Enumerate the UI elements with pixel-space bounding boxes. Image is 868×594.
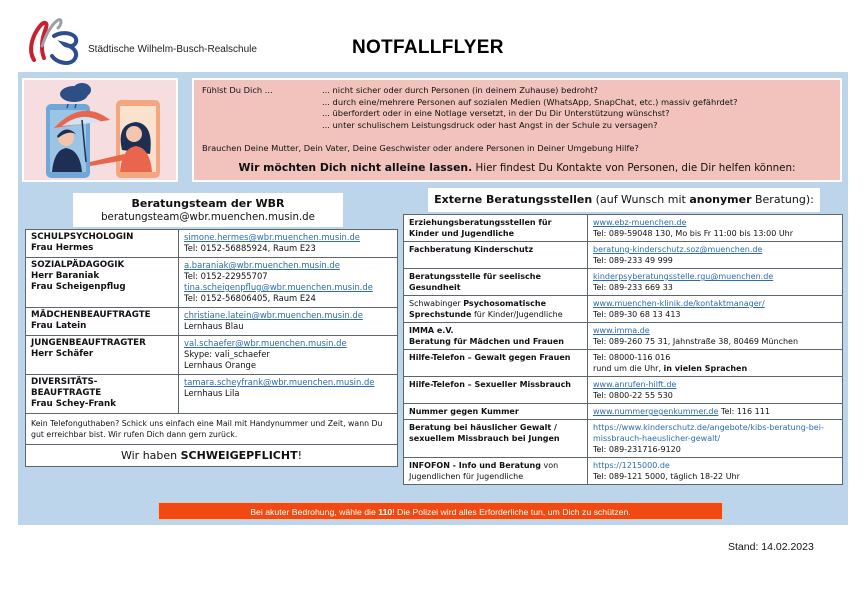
contact-email-link[interactable]: a.baraniak@wbr.muenchen.musin.de [184,260,340,270]
organization-cell [404,420,588,458]
no-credit-row [26,414,398,445]
intro-lines [322,85,738,131]
organization-name-part: Beratungsstelle für seelische Gesundheit [409,272,541,292]
internal-contact-row [26,258,398,308]
organization-link[interactable]: www.imma.de [593,326,650,335]
detail-line [593,298,838,309]
organization-details-cell [588,323,843,350]
external-title-end: Beratung): [751,193,814,206]
external-contact-row [404,458,843,485]
organization-details-cell [588,296,843,323]
organization-url[interactable]: https://www.kinderschutz.de/angebote/kibs-beratung-bei-missbrauch-haeuslicher-gewalt/ [593,423,824,443]
contact-detail: Lernhaus Blau [184,321,244,331]
organization-cell [404,269,588,296]
contact-role: JUNGENBEAUFTRAGTER [31,338,146,348]
contact-name: Frau Latein [31,321,87,331]
detail-line [593,444,838,455]
detail-text: Tel: 089-121 5000, täglich 18-22 Uhr [593,472,740,481]
detail-line [593,363,838,374]
organization-details-cell [588,350,843,377]
organization-name-part: für Kinder/Jugendliche [471,310,563,319]
external-title-anonym: anonymer [689,193,752,206]
detail-line [593,336,838,347]
contact-role-cell [26,258,179,308]
organization-link[interactable]: www.muenchen-klinik.de/kontaktmanager/ [593,299,765,308]
secrecy-bold: SCHWEIGEPFLICHT [180,449,298,462]
contact-role: DIVERSITÄTS- [31,377,98,387]
contact-email-link[interactable]: val.schaefer@wbr.muenchen.musin.de [184,338,347,348]
organization-link[interactable]: kinderpsyberatungsstelle.rgu@muenchen.de [593,272,774,281]
organization-cell [404,377,588,404]
organization-link[interactable]: www.ebz-muenchen.de [593,218,687,227]
detail-line [593,325,838,336]
contact-role-cell [26,375,179,414]
contact-detail: Tel: 0152-22955707 [184,271,268,281]
contact-detail: Lernhaus Orange [184,360,256,370]
detail-line [593,406,838,417]
school-name: Städtische Wilhelm-Busch-Realschule [88,44,257,55]
intro-line: ... überfordert oder in eine Notlage versetzt, in der Du Dir Unterstützung wünschst? [322,108,670,118]
illustration [22,78,178,182]
contact-name: Frau Schey-Frank [31,399,116,409]
organization-name-part: Schwabinger [409,299,464,308]
external-contact-row [404,269,843,296]
contact-details-cell [179,336,398,375]
umbrella-protection-illustration-icon [24,80,176,180]
external-header [428,188,820,212]
organization-cell [404,350,588,377]
organization-name-part: IMMA e.V. Beratung für Mädchen und Frauen [409,326,564,346]
school-logo [26,16,86,66]
contact-role-cell [26,308,179,336]
help-bold: Wir möchten Dich nicht alleine lassen. [238,161,473,174]
detail-line [593,217,838,228]
organization-cell [404,323,588,350]
external-contact-row [404,323,843,350]
detail-text: Tel: 089-59048 130, Mo bis Fr 11:00 bis 13:00 Uhr [593,229,794,238]
detail-line [593,471,838,482]
contact-email-link[interactable]: tamara.scheyfrank@wbr.muenchen.musin.de [184,377,375,387]
organization-name-part: Hilfe-Telefon – Gewalt gegen Frauen [409,353,571,362]
detail-text: Tel: 089-233 669 33 [593,283,673,292]
detail-line [593,255,838,266]
organization-name-part: Psychosomatische Sprechstunde [409,299,547,319]
help-rest: Hier findest Du Kontakte von Personen, die Dir helfen können: [472,162,796,174]
contact-details-cell [179,308,398,336]
intro-line: ... unter schulischem Leistungsdruck oder hast Angst in der Schule zu versagen? [322,119,658,130]
logo-wb-icon [26,16,86,66]
emergency-banner [158,502,723,520]
organization-name-part: INFOFON - Info und Beratung [409,461,541,470]
stand-date: Stand: 14.02.2023 [728,541,814,553]
contact-name: Frau Hermes [31,243,94,253]
organization-link[interactable]: www.nummergegenkummer.de [593,407,719,416]
contact-details-cell [179,258,398,308]
organization-details-cell [588,215,843,242]
detail-bold: in vielen Sprachen [663,364,748,373]
external-title-mid: (auf Wunsch mit [592,193,690,206]
external-contacts-table [403,214,843,485]
external-title-bold: Externe Beratungsstellen [434,193,593,206]
detail-line [593,352,838,363]
contact-role: MÄDCHENBEAUFTRAGTE [31,310,151,320]
contact-details-cell [179,230,398,258]
secrecy-prefix: Wir haben [120,449,181,462]
organization-name-part: Beratung bei häuslicher Gewalt / sexuellem Missbrauch bei Jungen [409,423,560,443]
detail-text: Tel: 0800-22 55 530 [593,391,673,400]
organization-details-cell [588,420,843,458]
organization-cell [404,404,588,420]
detail-line [593,390,838,401]
detail-text: Tel: 08000-116 016 [593,353,671,362]
secrecy-suffix: ! [297,449,302,462]
organization-details-cell [588,269,843,296]
internal-contact-row [26,308,398,336]
page-title: NOTFALLFLYER [352,37,504,58]
family-question: Brauchen Deine Mutter, Dein Vater, Deine Geschwister oder andere Personen in Deiner Umgebung Hilfe? [202,143,639,153]
contact-email-link[interactable]: tina.scheigenpflug@wbr.muenchen.musin.de [184,282,373,292]
contact-name: Herr Schäfer [31,349,94,359]
contact-details-cell [179,375,398,414]
internal-contact-row [26,230,398,258]
contact-name: Herr Baraniak [31,271,100,281]
organization-cell [404,242,588,269]
detail-suffix: Tel: 116 111 [718,407,770,416]
detail-text: rund um die Uhr, [593,364,664,373]
internal-contact-row [26,336,398,375]
contact-email-link[interactable]: simone.hermes@wbr.muenchen.musin.de [184,232,360,242]
intro-box [192,78,842,182]
organization-name-part: Erziehungsberatungsstellen für Kinder und Jugendliche [409,218,552,238]
organization-name-part: Nummer gegen Kummer [409,407,519,416]
internal-team-title: Beratungsteam der WBR [131,197,285,210]
detail-text: Tel: 089-260 75 31, Jahnstraße 38, 80469 München [593,337,799,346]
external-contact-row [404,377,843,404]
organization-cell [404,215,588,242]
secrecy-row [26,445,398,467]
organization-details-cell [588,242,843,269]
contact-detail: Tel: 0152-56806405, Raum E24 [184,293,316,303]
contact-role-cell [26,336,179,375]
organization-details-cell [588,404,843,420]
detail-text: Tel: 089-233 49 999 [593,256,673,265]
organization-cell [404,458,588,485]
detail-line [593,244,838,255]
detail-text: Tel: 089-231716-9120 [593,445,681,454]
external-contact-row [404,404,843,420]
contact-role-cell [26,230,179,258]
contact-detail: Lernhaus Lila [184,388,240,398]
intro-line: ... durch eine/mehrere Personen auf sozialen Medien (WhatsApp, SnapChat, etc.) massiv gefährdet? [322,96,738,107]
contact-name: BEAUFTRAGTE [31,388,102,398]
external-contact-row [404,350,843,377]
organization-link[interactable]: beratung-kinderschutz.soz@muenchen.de [593,245,763,254]
organization-name-part: Hilfe-Telefon – Sexueller Missbrauch [409,380,571,389]
external-contact-row [404,296,843,323]
detail-text: Tel: 089-30 68 13 413 [593,310,681,319]
banner-suffix: ! Die Polizei wird alles Erforderliche tun, um Dich zu schützen. [392,507,631,517]
detail-line [593,271,838,282]
internal-team-header [73,193,343,227]
internal-team-email[interactable]: beratungsteam@wbr.muenchen.musin.de [101,212,315,223]
internal-contact-row [26,375,398,414]
detail-line [593,309,838,320]
organization-details-cell [588,458,843,485]
external-contact-row [404,215,843,242]
contact-name: Frau Scheigenpflug [31,282,126,292]
intro-question: Fühlst Du Dich ... [202,85,273,95]
emergency-number: 110 [378,507,393,517]
contact-role: SCHULPSYCHOLOGIN [31,232,134,242]
contact-email-link[interactable]: christiane.latein@wbr.muenchen.musin.de [184,310,363,320]
internal-contacts-table [25,229,398,467]
help-statement [194,162,840,175]
detail-line [593,379,838,390]
contact-role: SOZIALPÄDAGOGIK [31,260,125,270]
external-contact-row [404,420,843,458]
organization-cell [404,296,588,323]
organization-name-part: Fachberatung Kinderschutz [409,245,534,254]
secrecy-note [26,445,398,467]
external-contact-row [404,242,843,269]
banner-prefix: Bei akuter Bedrohung, wähle die [250,507,379,517]
contact-detail: Tel: 0152-56885924, Raum E23 [184,243,316,253]
no-credit-note: Kein Telefonguthaben? Schick uns einfach eine Mail mit Handynummer und Zeit, wann Du gut erreichbar bist. Wir rufen Dich dann gern zurück. [26,414,398,445]
detail-line [593,282,838,293]
intro-line: ... nicht sicher oder durch Personen (in deinem Zuhause) bedroht? [322,85,598,95]
organization-url[interactable]: https://1215000.de [593,461,670,470]
organization-link[interactable]: www.anrufen-hilft.de [593,380,677,389]
detail-line [593,228,838,239]
organization-name-part: von Jugendlichen für Jugendliche [409,461,559,481]
contact-detail: Skype: vali_schaefer [184,349,270,359]
organization-details-cell [588,377,843,404]
